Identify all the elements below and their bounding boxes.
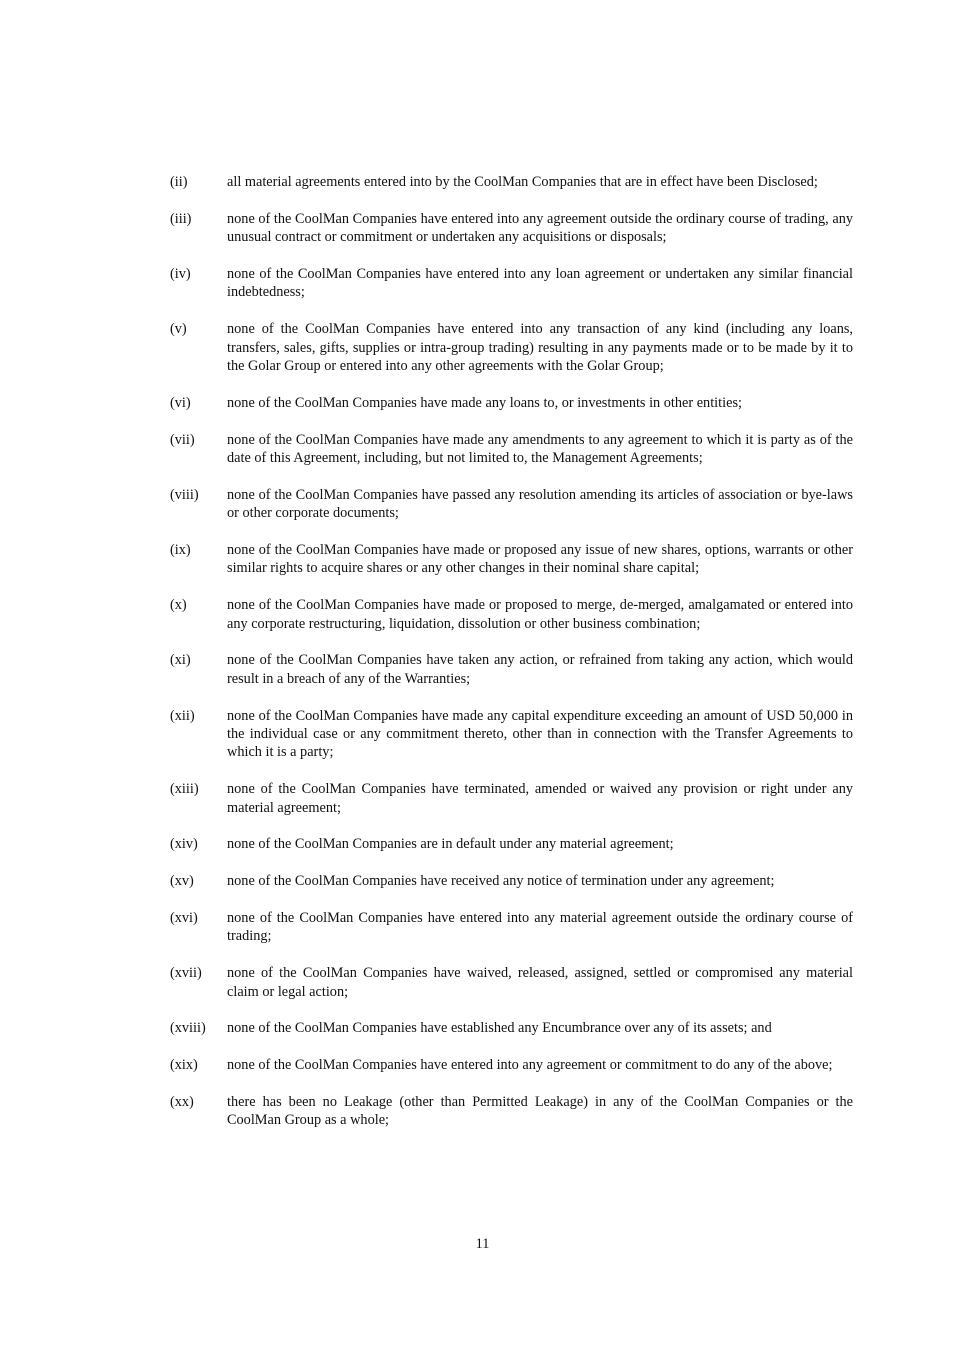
- clause-number: (xii): [170, 707, 195, 724]
- clause-item: [170, 651, 853, 688]
- clause-text: all material agreements entered into by the CoolMan Companies that are in effect have been Disclosed;: [227, 174, 818, 190]
- clause-item: [170, 596, 853, 633]
- clause-number: (xix): [170, 1057, 198, 1074]
- clause-text: none of the CoolMan Companies have made any loans to, or investments in other entities;: [227, 394, 742, 411]
- clause-text: none of the CoolMan Companies have entered into any loan agreement or undertaken any similar financial indebtedness;: [227, 266, 853, 301]
- clause-text: none of the CoolMan Companies have entered into any agreement outside the ordinary course of trading, any unusual contract or commitment or undertaken any acquisitions or disposals;: [227, 210, 853, 246]
- clause-text: none of the CoolMan Companies have terminated, amended or waived any provision or right under any material agreement;: [227, 781, 853, 816]
- clause-number: (vi): [170, 394, 191, 411]
- clause-number: (v): [170, 321, 187, 338]
- clause-text: none of the CoolMan Companies have waived, released, assigned, settled or compromised any material claim or legal action;: [227, 965, 853, 1000]
- clause-number: (ii): [170, 174, 188, 190]
- clause-item: [170, 320, 853, 375]
- clause-item: [170, 486, 853, 523]
- clause-number: (xvi): [170, 910, 198, 927]
- clause-item: [170, 780, 853, 817]
- clause-item: [170, 210, 853, 247]
- clause-text: none of the CoolMan Companies have entered into any material agreement outside the ordinary course of trading;: [227, 910, 853, 945]
- clause-number: (x): [170, 597, 187, 614]
- clause-number: (xiii): [170, 781, 199, 798]
- clause-item: [170, 265, 853, 302]
- clause-text: none of the CoolMan Companies have entered into any transaction of any kind (including any loans, transfers, sales, gifts, supplies or intra-group trading) resulting in any payments made or to be made by it to the Golar Group or entered into any other agreements with the Golar Group;: [227, 321, 853, 375]
- clause-number: (xx): [170, 1094, 194, 1111]
- clause-item: [170, 541, 853, 578]
- clause-item: [170, 1093, 853, 1130]
- clause-text: none of the CoolMan Companies are in default under any material agreement;: [227, 836, 674, 853]
- page-number: 11: [475, 1236, 490, 1252]
- clause-item: [170, 872, 853, 890]
- clause-item: [170, 394, 853, 412]
- clause-number: (xviii): [170, 1020, 206, 1037]
- clause-item: [170, 835, 853, 853]
- clause-text: there has been no Leakage (other than Permitted Leakage) in any of the CoolMan Companies or the CoolMan Group as a whole;: [227, 1094, 853, 1129]
- clause-text: none of the CoolMan Companies have made any capital expenditure exceeding an amount of USD 50,000 in the individual case or any commitment thereto, other than in connection with the Transfer Agreements to which it is a party;: [227, 707, 853, 761]
- clause-number: (xiv): [170, 836, 198, 853]
- clause-number: (ix): [170, 542, 191, 559]
- clause-text: none of the CoolMan Companies have made or proposed any issue of new shares, options, warrants or other similar rights to acquire shares or any other changes in their nominal share capital;: [227, 542, 853, 577]
- clause-number: (iv): [170, 266, 191, 282]
- clause-item: [170, 431, 853, 468]
- clause-text: none of the CoolMan Companies have established any Encumbrance over any of its assets; and: [227, 1020, 772, 1037]
- clause-number: (viii): [170, 486, 199, 503]
- clause-number: (xvii): [170, 965, 202, 982]
- clause-item: [170, 707, 853, 762]
- clause-item: [170, 1019, 853, 1037]
- clause-number: (xv): [170, 873, 194, 890]
- clause-item: [170, 173, 853, 191]
- clause-item: [170, 964, 853, 1001]
- clause-text: none of the CoolMan Companies have made or proposed to merge, de-merged, amalgamated or entered into any corporate restructuring, liquidation, dissolution or other business combination;: [227, 597, 853, 632]
- clause-list: [170, 173, 853, 1148]
- clause-text: none of the CoolMan Companies have received any notice of termination under any agreement;: [227, 873, 775, 890]
- clause-text: none of the CoolMan Companies have made any amendments to any agreement to which it is party as of the date of this Agreement, including, but not limited to, the Management Agreements;: [227, 431, 853, 467]
- clause-item: [170, 909, 853, 946]
- clause-number: (xi): [170, 652, 191, 669]
- clause-number: (vii): [170, 431, 195, 448]
- clause-number: (iii): [170, 210, 192, 227]
- clause-text: none of the CoolMan Companies have entered into any agreement or commitment to do any of the above;: [227, 1057, 833, 1074]
- clause-text: none of the CoolMan Companies have taken any action, or refrained from taking any action, which would result in a breach of any of the Warranties;: [227, 652, 853, 687]
- clause-text: none of the CoolMan Companies have passed any resolution amending its articles of association or bye-laws or other corporate documents;: [227, 486, 853, 522]
- clause-item: [170, 1056, 853, 1074]
